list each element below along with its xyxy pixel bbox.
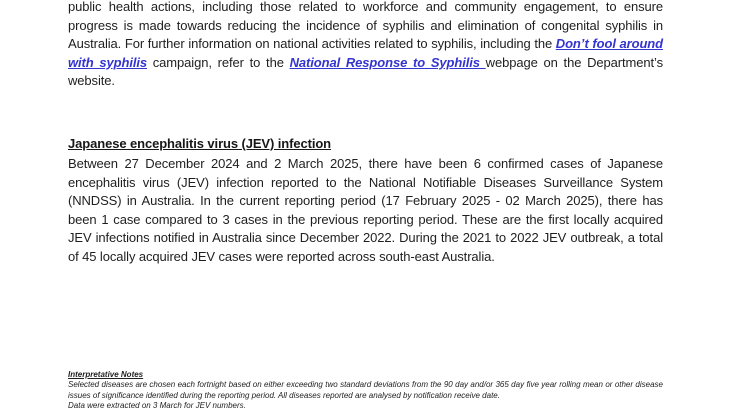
paragraph-jev: Between 27 December 2024 and 2 March 2025, there have been 6 confirmed cases of Japanese encephalitis virus (JEV) infection reported to the National Notifiable Diseases Surveillance System (NNDSS) in Australia. In the current reporting period (17 February 2025 - 02 March 2025), there has been 1 case compared to 3 cases in the previous reporting period. These are the first locally acquired JEV infections notified in Australia since December 2022. During the 2021 to 2022 JEV outbreak, a total of 45 locally acquired JEV cases were reported across south-east Australia. (68, 156, 663, 264)
section-heading-jev: Japanese encephalitis virus (JEV) infection (68, 136, 332, 151)
interpretative-notes-body: Selected diseases are chosen each fortnight based on either exceeding two standard deviations from the 90 day and/or 365 day five year rolling mean or other disease issues of significance identified during the reporting period. All diseases reported are analysed by notification receive date. (68, 380, 663, 400)
link-national-response-to-syphilis[interactable]: National Response to Syphilis (289, 54, 486, 70)
syphilis-text-between-links: campaign, refer to the (146, 54, 290, 70)
interpretative-notes (68, 370, 663, 412)
syphilis-text-before-link: public health actions, including those related to workforce and community engagement, to ensure progress is made towards reducing the incidence of syphilis and elimination of congenital syphilis in Australia. For further information on national activities related to syphilis, including the (68, 0, 663, 52)
syphilis-text-after-link: webpage on the Department’s website. (68, 54, 663, 89)
paragraph-syphilis (68, 0, 663, 91)
interpretative-notes-heading: Interpretative Notes (68, 370, 144, 379)
link-dont-fool-around-with-syphilis[interactable]: Don’t fool around with syphilis (68, 36, 663, 70)
interpretative-notes-clipped-line: Data were extracted on 3 March for JEV numbers. (68, 401, 246, 411)
